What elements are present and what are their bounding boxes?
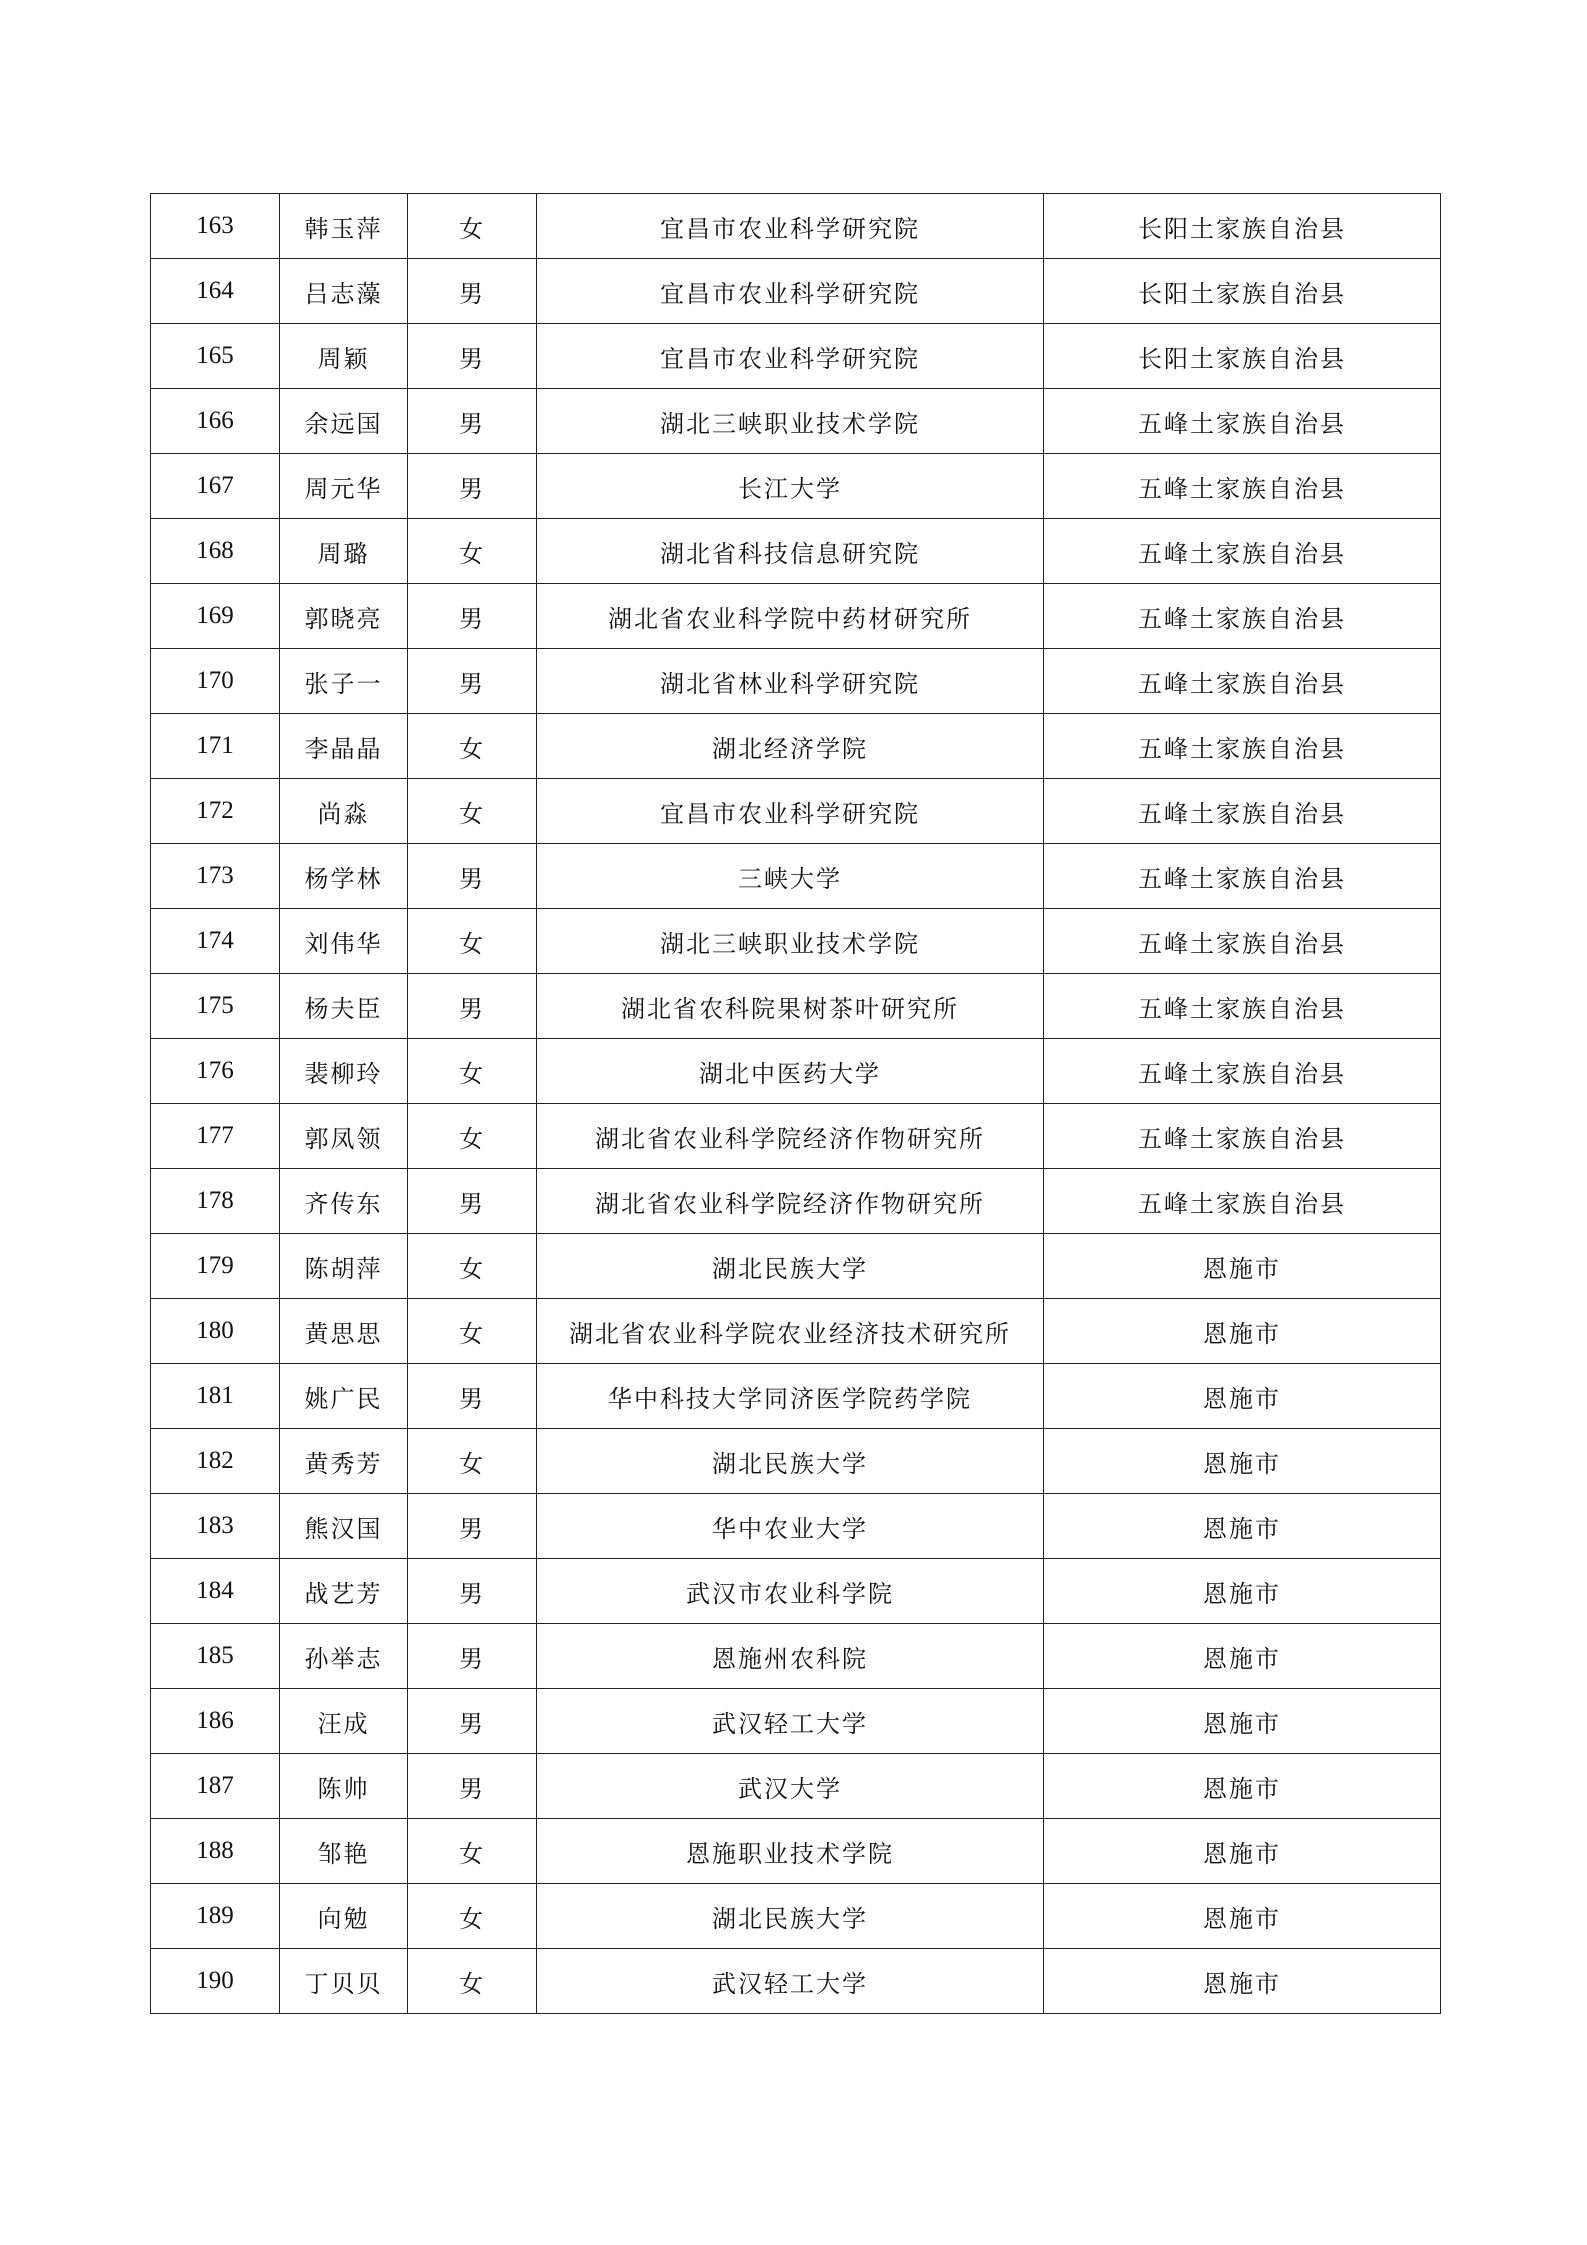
table-row	[151, 714, 1441, 779]
cell-region: 五峰土家族自治县	[1044, 909, 1441, 974]
cell-name: 周颖	[280, 324, 408, 389]
table-row	[151, 844, 1441, 909]
table-row	[151, 389, 1441, 454]
table-row	[151, 649, 1441, 714]
cell-number: 180	[151, 1299, 280, 1364]
cell-number: 185	[151, 1624, 280, 1689]
table-row	[151, 1039, 1441, 1104]
cell-region: 五峰土家族自治县	[1044, 389, 1441, 454]
cell-region: 长阳土家族自治县	[1044, 259, 1441, 324]
cell-number: 164	[151, 259, 280, 324]
cell-gender: 女	[408, 1104, 537, 1169]
cell-name: 韩玉萍	[280, 194, 408, 259]
table-row	[151, 454, 1441, 519]
cell-name: 邹艳	[280, 1819, 408, 1884]
table-row	[151, 1104, 1441, 1169]
table-row	[151, 1429, 1441, 1494]
cell-unit: 三峡大学	[537, 844, 1044, 909]
cell-name: 齐传东	[280, 1169, 408, 1234]
cell-name: 熊汉国	[280, 1494, 408, 1559]
cell-number: 168	[151, 519, 280, 584]
cell-name: 黄思思	[280, 1299, 408, 1364]
table-row	[151, 259, 1441, 324]
table-row	[151, 1559, 1441, 1624]
cell-name: 陈胡萍	[280, 1234, 408, 1299]
cell-number: 165	[151, 324, 280, 389]
table-row	[151, 584, 1441, 649]
table-row	[151, 1169, 1441, 1234]
cell-name: 丁贝贝	[280, 1949, 408, 2014]
table-row	[151, 1819, 1441, 1884]
cell-region: 恩施市	[1044, 1429, 1441, 1494]
cell-unit: 湖北民族大学	[537, 1884, 1044, 1949]
cell-gender: 女	[408, 909, 537, 974]
cell-number: 173	[151, 844, 280, 909]
cell-name: 郭晓亮	[280, 584, 408, 649]
cell-region: 恩施市	[1044, 1364, 1441, 1429]
table-row	[151, 779, 1441, 844]
table-row	[151, 974, 1441, 1039]
cell-unit: 武汉大学	[537, 1754, 1044, 1819]
cell-region: 恩施市	[1044, 1949, 1441, 2014]
cell-gender: 男	[408, 1754, 537, 1819]
cell-name: 杨夫臣	[280, 974, 408, 1039]
table-row	[151, 1494, 1441, 1559]
table-row	[151, 1884, 1441, 1949]
cell-region: 五峰土家族自治县	[1044, 519, 1441, 584]
cell-number: 186	[151, 1689, 280, 1754]
cell-gender: 女	[408, 779, 537, 844]
cell-name: 张子一	[280, 649, 408, 714]
cell-number: 188	[151, 1819, 280, 1884]
cell-name: 姚广民	[280, 1364, 408, 1429]
cell-name: 孙举志	[280, 1624, 408, 1689]
cell-unit: 湖北省农科院果树茶叶研究所	[537, 974, 1044, 1039]
cell-region: 五峰土家族自治县	[1044, 844, 1441, 909]
cell-region: 五峰土家族自治县	[1044, 454, 1441, 519]
cell-region: 恩施市	[1044, 1624, 1441, 1689]
cell-region: 长阳土家族自治县	[1044, 194, 1441, 259]
cell-unit: 宜昌市农业科学研究院	[537, 324, 1044, 389]
cell-unit: 恩施职业技术学院	[537, 1819, 1044, 1884]
cell-gender: 男	[408, 259, 537, 324]
table-row	[151, 324, 1441, 389]
cell-unit: 湖北省林业科学研究院	[537, 649, 1044, 714]
cell-number: 177	[151, 1104, 280, 1169]
cell-gender: 女	[408, 1949, 537, 2014]
cell-unit: 湖北三峡职业技术学院	[537, 389, 1044, 454]
cell-unit: 华中农业大学	[537, 1494, 1044, 1559]
cell-number: 181	[151, 1364, 280, 1429]
cell-number: 169	[151, 584, 280, 649]
cell-number: 166	[151, 389, 280, 454]
cell-name: 余远国	[280, 389, 408, 454]
table-row	[151, 1624, 1441, 1689]
cell-number: 175	[151, 974, 280, 1039]
cell-gender: 男	[408, 1689, 537, 1754]
roster-body	[151, 194, 1441, 2014]
cell-name: 杨学林	[280, 844, 408, 909]
cell-region: 恩施市	[1044, 1754, 1441, 1819]
table-row	[151, 1689, 1441, 1754]
cell-unit: 湖北省科技信息研究院	[537, 519, 1044, 584]
cell-gender: 男	[408, 389, 537, 454]
cell-region: 五峰土家族自治县	[1044, 584, 1441, 649]
table-row	[151, 1949, 1441, 2014]
cell-number: 187	[151, 1754, 280, 1819]
cell-number: 176	[151, 1039, 280, 1104]
cell-gender: 男	[408, 974, 537, 1039]
cell-name: 黄秀芳	[280, 1429, 408, 1494]
cell-unit: 宜昌市农业科学研究院	[537, 779, 1044, 844]
table-row	[151, 1754, 1441, 1819]
cell-number: 184	[151, 1559, 280, 1624]
cell-unit: 恩施州农科院	[537, 1624, 1044, 1689]
cell-number: 170	[151, 649, 280, 714]
cell-region: 恩施市	[1044, 1234, 1441, 1299]
cell-unit: 湖北省农业科学院经济作物研究所	[537, 1169, 1044, 1234]
cell-name: 吕志藻	[280, 259, 408, 324]
cell-name: 周璐	[280, 519, 408, 584]
table-row	[151, 1364, 1441, 1429]
cell-region: 恩施市	[1044, 1819, 1441, 1884]
cell-name: 裴柳玲	[280, 1039, 408, 1104]
cell-region: 长阳土家族自治县	[1044, 324, 1441, 389]
cell-unit: 华中科技大学同济医学院药学院	[537, 1364, 1044, 1429]
cell-unit: 湖北三峡职业技术学院	[537, 909, 1044, 974]
cell-number: 178	[151, 1169, 280, 1234]
cell-gender: 女	[408, 194, 537, 259]
cell-gender: 女	[408, 1299, 537, 1364]
cell-unit: 湖北省农业科学院中药材研究所	[537, 584, 1044, 649]
cell-unit: 武汉轻工大学	[537, 1949, 1044, 2014]
cell-gender: 女	[408, 1884, 537, 1949]
table-row	[151, 519, 1441, 584]
cell-gender: 男	[408, 844, 537, 909]
cell-unit: 武汉市农业科学院	[537, 1559, 1044, 1624]
cell-name: 向勉	[280, 1884, 408, 1949]
cell-name: 李晶晶	[280, 714, 408, 779]
cell-name: 周元华	[280, 454, 408, 519]
cell-number: 189	[151, 1884, 280, 1949]
cell-number: 174	[151, 909, 280, 974]
cell-region: 恩施市	[1044, 1689, 1441, 1754]
cell-unit: 宜昌市农业科学研究院	[537, 194, 1044, 259]
cell-region: 五峰土家族自治县	[1044, 1104, 1441, 1169]
cell-unit: 武汉轻工大学	[537, 1689, 1044, 1754]
cell-unit: 湖北中医药大学	[537, 1039, 1044, 1104]
table-row	[151, 194, 1441, 259]
cell-name: 刘伟华	[280, 909, 408, 974]
cell-region: 五峰土家族自治县	[1044, 974, 1441, 1039]
cell-gender: 男	[408, 1624, 537, 1689]
cell-number: 171	[151, 714, 280, 779]
cell-number: 190	[151, 1949, 280, 2014]
table-row	[151, 1234, 1441, 1299]
cell-number: 163	[151, 194, 280, 259]
cell-unit: 湖北省农业科学院经济作物研究所	[537, 1104, 1044, 1169]
cell-number: 182	[151, 1429, 280, 1494]
cell-unit: 宜昌市农业科学研究院	[537, 259, 1044, 324]
table-row	[151, 909, 1441, 974]
cell-region: 恩施市	[1044, 1494, 1441, 1559]
cell-region: 恩施市	[1044, 1559, 1441, 1624]
cell-gender: 男	[408, 1364, 537, 1429]
cell-region: 五峰土家族自治县	[1044, 649, 1441, 714]
cell-unit: 长江大学	[537, 454, 1044, 519]
table-row	[151, 1299, 1441, 1364]
cell-name: 汪成	[280, 1689, 408, 1754]
cell-number: 172	[151, 779, 280, 844]
cell-gender: 男	[408, 324, 537, 389]
cell-gender: 男	[408, 584, 537, 649]
cell-gender: 男	[408, 649, 537, 714]
cell-number: 179	[151, 1234, 280, 1299]
cell-unit: 湖北民族大学	[537, 1234, 1044, 1299]
cell-region: 恩施市	[1044, 1884, 1441, 1949]
cell-name: 陈帅	[280, 1754, 408, 1819]
cell-unit: 湖北民族大学	[537, 1429, 1044, 1494]
cell-gender: 女	[408, 519, 537, 584]
cell-gender: 女	[408, 1039, 537, 1104]
cell-unit: 湖北省农业科学院农业经济技术研究所	[537, 1299, 1044, 1364]
cell-region: 五峰土家族自治县	[1044, 779, 1441, 844]
cell-region: 五峰土家族自治县	[1044, 1039, 1441, 1104]
cell-gender: 男	[408, 1559, 537, 1624]
cell-gender: 女	[408, 1429, 537, 1494]
cell-region: 五峰土家族自治县	[1044, 1169, 1441, 1234]
cell-unit: 湖北经济学院	[537, 714, 1044, 779]
cell-gender: 男	[408, 454, 537, 519]
cell-region: 恩施市	[1044, 1299, 1441, 1364]
roster-table	[150, 193, 1441, 2014]
cell-name: 战艺芳	[280, 1559, 408, 1624]
cell-number: 183	[151, 1494, 280, 1559]
cell-number: 167	[151, 454, 280, 519]
cell-gender: 男	[408, 1494, 537, 1559]
cell-gender: 女	[408, 714, 537, 779]
cell-gender: 女	[408, 1234, 537, 1299]
cell-region: 五峰土家族自治县	[1044, 714, 1441, 779]
cell-name: 郭凤领	[280, 1104, 408, 1169]
cell-gender: 男	[408, 1169, 537, 1234]
cell-gender: 女	[408, 1819, 537, 1884]
cell-name: 尚淼	[280, 779, 408, 844]
